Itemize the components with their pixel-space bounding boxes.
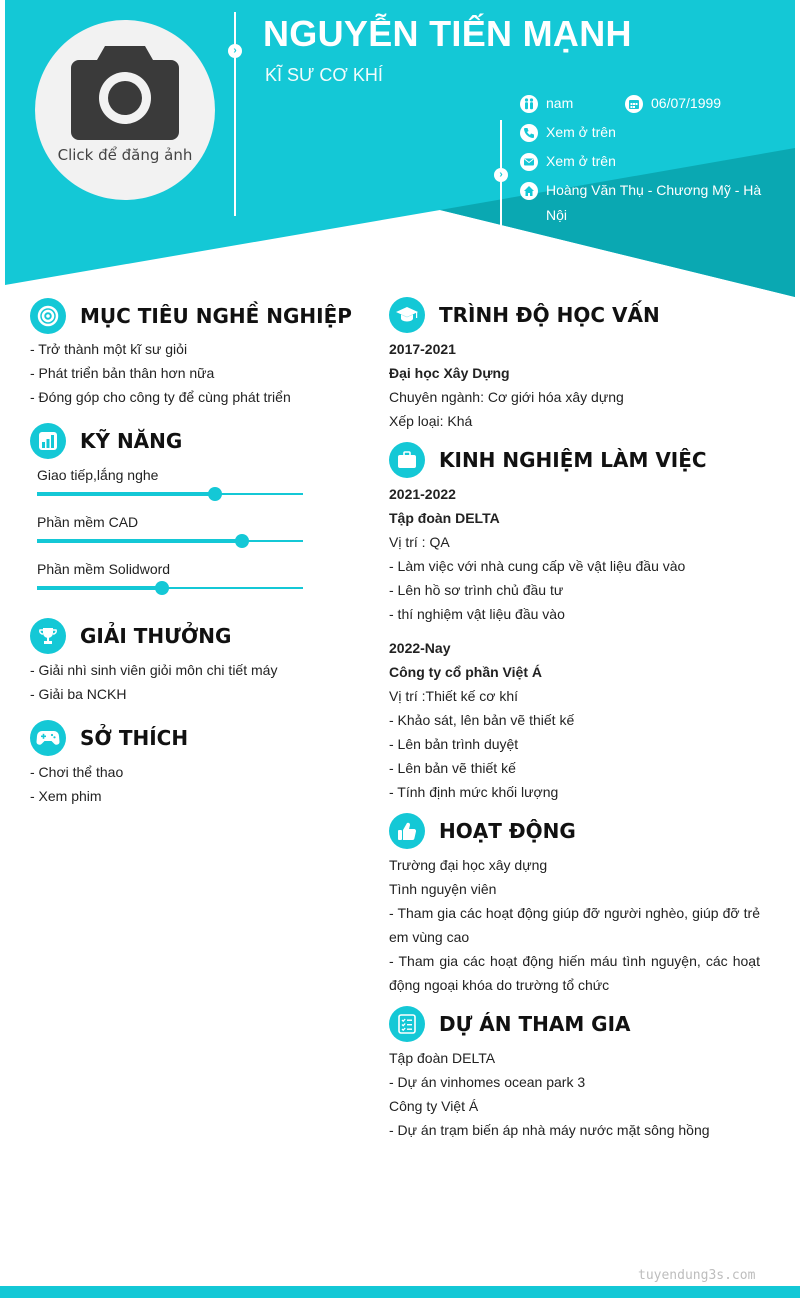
skill-label: Phần mềm Solidword [37, 561, 171, 577]
avatar-upload[interactable] [35, 20, 215, 200]
activity-item: - Tham gia các hoạt động hiến máu tình nguyện, các hoạt động ngoại khóa do trường tổ chức [389, 953, 760, 993]
hobbies-heading [30, 720, 188, 756]
objective-heading [30, 298, 352, 334]
chevron-right-icon: › [494, 168, 508, 182]
education-rank: Xếp loại: Khá [389, 413, 473, 429]
education-major: Chuyên ngành: Cơ giới hóa xây dựng [389, 389, 624, 405]
job-duty: - Làm việc với nhà cung cấp về vật liệu đầu vào [389, 558, 686, 574]
skill-bar [37, 493, 303, 495]
job-duty: - Tính định mức khối lượng [389, 784, 559, 800]
header-divider [234, 12, 236, 216]
hobby-item: - Chơi thể thao [30, 764, 124, 780]
activity-item: - Tham gia các hoạt động giúp đỡ người nghèo, giúp đỡ trẻ em vùng cao [389, 905, 760, 945]
birthday-value: 06/07/1999 [651, 95, 722, 111]
project-line: Tập đoàn DELTA [389, 1050, 496, 1066]
activities-title: HOẠT ĐỘNG [439, 819, 576, 843]
hobby-item: - Xem phim [30, 788, 102, 804]
phone-value: Xem ở trên [546, 124, 616, 140]
chevron-right-icon: › [228, 44, 242, 58]
avatar-upload-label: Click để đăng ảnh [57, 146, 193, 164]
skill-knob [235, 534, 249, 548]
projects-heading [389, 1006, 631, 1042]
job-duty: - thí nghiệm vật liệu đầu vào [389, 606, 565, 622]
objective-item: - Trở thành một kĩ sư giỏi [30, 341, 188, 357]
job-duty: - Lên bản vẽ thiết kế [389, 760, 516, 776]
project-line: - Dự án vinhomes ocean park 3 [389, 1074, 586, 1090]
skill-bar [37, 587, 303, 589]
email-value: Xem ở trên [546, 153, 616, 169]
job-duty: - Lên bản trình duyệt [389, 736, 519, 752]
contact-birthday [625, 95, 721, 113]
hobbies-title: SỞ THÍCH [80, 726, 189, 750]
job-position: Vị trí :Thiết kế cơ khí [389, 688, 518, 704]
skill-fill [37, 586, 162, 590]
bar-chart-icon [30, 423, 66, 459]
experience-title: KINH NGHIỆM LÀM VIỆC [439, 448, 707, 472]
experience-heading [389, 442, 707, 478]
full-name: NGUYỄN TIẾN MẠNH [263, 13, 632, 54]
objective-item: - Đóng góp cho công ty để cùng phát triển [30, 389, 291, 405]
checklist-icon [389, 1006, 425, 1042]
camera-icon [71, 46, 179, 140]
job-period: 2021-2022 [389, 486, 456, 502]
project-line: Công ty Việt Á [389, 1098, 479, 1114]
calendar-icon [625, 95, 643, 113]
address-line-1: Hoàng Văn Thụ - Chương Mỹ - Hà [546, 182, 762, 198]
skill-knob [155, 581, 169, 595]
contact-gender [520, 95, 573, 113]
projects-title: DỰ ÁN THAM GIA [439, 1012, 631, 1036]
job-period: 2022-Nay [389, 640, 451, 656]
skill-fill [37, 492, 215, 496]
awards-heading [30, 618, 231, 654]
job-position: Vị trí : QA [389, 534, 450, 550]
address-line-2: Nội [546, 207, 568, 223]
skill-knob [208, 487, 222, 501]
objective-title: MỤC TIÊU NGHỀ NGHIỆP [80, 304, 352, 328]
briefcase-icon [389, 442, 425, 478]
education-school: Đại học Xây Dựng [389, 365, 510, 381]
target-icon [30, 298, 66, 334]
job-title: KĨ SƯ CƠ KHÍ [265, 65, 383, 85]
activities-heading [389, 813, 576, 849]
award-item: - Giải ba NCKH [30, 686, 127, 702]
job-duty: - Lên hồ sơ trình chủ đầu tư [389, 582, 564, 598]
skills-heading [30, 423, 182, 459]
job-company: Tập đoàn DELTA [389, 510, 500, 526]
job-duty: - Khảo sát, lên bản vẽ thiết kế [389, 712, 575, 728]
skill-label: Phần mềm CAD [37, 514, 139, 530]
skills-title: KỸ NĂNG [80, 429, 183, 453]
contact-address [520, 182, 761, 228]
activities-org: Trường đại học xây dựng [389, 857, 548, 873]
skill-fill [37, 539, 242, 543]
education-heading [389, 297, 660, 333]
footer-bar [0, 1286, 800, 1298]
watermark: tuyendung3s.com [638, 1268, 756, 1283]
education-title: TRÌNH ĐỘ HỌC VẤN [439, 303, 660, 327]
gender-value: nam [546, 95, 574, 111]
thumbs-up-icon [389, 813, 425, 849]
mail-icon [520, 153, 538, 171]
award-item: - Giải nhì sinh viên giỏi môn chi tiết máy [30, 662, 278, 678]
education-period: 2017-2021 [389, 341, 456, 357]
awards-title: GIẢI THƯỞNG [80, 624, 232, 648]
gamepad-icon [30, 720, 66, 756]
job-company: Công ty cổ phần Việt Á [389, 664, 542, 680]
skill-bar [37, 540, 303, 542]
project-line: - Dự án trạm biến áp nhà máy nước mặt sông hồng [389, 1122, 710, 1138]
graduation-cap-icon [389, 297, 425, 333]
contact-phone [520, 124, 616, 142]
home-icon [520, 182, 538, 200]
gender-icon [520, 95, 538, 113]
contact-email [520, 153, 616, 171]
trophy-icon [30, 618, 66, 654]
activities-role: Tình nguyện viên [389, 881, 497, 897]
skill-label: Giao tiếp,lắng nghe [37, 467, 159, 483]
phone-icon [520, 124, 538, 142]
objective-item: - Phát triển bản thân hơn nữa [30, 365, 215, 381]
